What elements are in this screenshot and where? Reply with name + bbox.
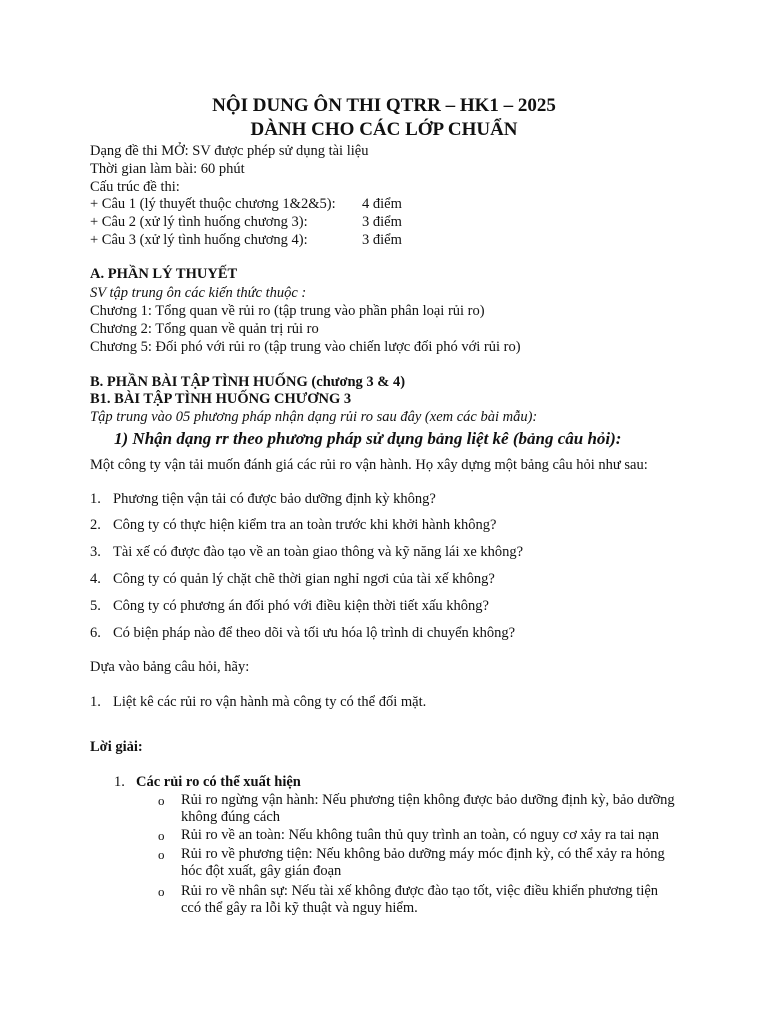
list-number: 6. [90,625,101,641]
solution-bullet: Rủi ro về an toàn: Nếu không tuân thủ quy trình an toàn, có nguy cơ xảy ra tai nạn [181,827,659,843]
section-b-note: Tập trung vào 05 phương pháp nhận dạng rủi ro sau đây (xem các bài mẫu): [90,409,538,425]
solution-bullet: Rủi ro về nhân sự: Nếu tài xế không được đào tạo tốt, việc điều khiển phương tiện ccó thể gây ra lỗi kỹ thuật và nguy hiểm. [181,883,659,916]
list-number: 3. [90,544,101,560]
solution-label: Lời giải: [90,739,143,755]
exam-item-score: 3 điểm [362,232,402,248]
exam-item-score: 4 điểm [362,196,402,212]
exam-item-label: + Câu 1 (lý thuyết thuộc chương 1&2&5): [90,196,336,212]
list-number: 1. [90,694,101,710]
list-text: Tài xế có được đào tạo về an toàn giao thông và kỹ năng lái xe không? [113,544,524,560]
list-text: Phương tiện vận tải có được bảo dưỡng định kỳ không? [113,491,436,507]
section-b-heading: B. PHẦN BÀI TẬP TÌNH HUỐNG (chương 3 & 4) [90,374,406,390]
exam-time: Thời gian làm bài: 60 phút [90,161,245,177]
exam-structure-label: Cấu trúc đề thi: [90,179,180,195]
exam-format: Dạng đề thi MỞ: SV được phép sử dụng tài liệu [90,143,369,159]
list-text: Công ty có thực hiện kiểm tra an toàn trước khi khởi hành không? [113,517,497,533]
document-title-line2: DÀNH CHO CÁC LỚP CHUẨN [250,119,518,140]
exam-item [90,195,430,213]
list-number: 1. [114,774,125,790]
chapter-item: Chương 5: Đối phó với rủi ro (tập trung vào chiến lược đối phó với rủi ro) [90,339,521,355]
list-number: 4. [90,571,101,587]
list-text: Công ty có quản lý chặt chẽ thời gian nghỉ ngơi của tài xế không? [113,571,495,587]
chapter-item: Chương 1: Tổng quan về rủi ro (tập trung vào phần phân loại rủi ro) [90,303,485,319]
solution-bullet: Rủi ro ngừng vận hành: Nếu phương tiện không được bảo dưỡng định kỳ, bảo dưỡng không đúng cách [181,792,675,825]
section-b1-heading: B1. BÀI TẬP TÌNH HUỐNG CHƯƠNG 3 [90,391,352,407]
method-title: 1) Nhận dạng rr theo phương pháp sử dụng bảng liệt kê (bảng câu hỏi): [114,429,622,448]
exam-item [90,231,430,249]
chapter-item: Chương 2: Tổng quan về quản trị rủi ro [90,321,319,337]
exam-item-label: + Câu 3 (xử lý tình huống chương 4): [90,232,308,248]
list-number: 5. [90,598,101,614]
section-a-heading: A. PHẦN LÝ THUYẾT [90,266,238,282]
list-number: 1. [90,491,101,507]
solution-bullet: Rủi ro về phương tiện: Nếu không bảo dưỡng máy móc định kỳ, có thể xảy ra hỏng hóc đột xuất, gây gián đoạn [181,846,665,879]
bullet-icon: o [158,847,165,862]
list-text: Có biện pháp nào để theo dõi và tối ưu hóa lộ trình di chuyển không? [113,625,516,641]
exam-item-label: + Câu 2 (xử lý tình huống chương 3): [90,214,308,230]
scenario-text: Một công ty vận tải muốn đánh giá các rủi ro vận hành. Họ xây dựng một bảng câu hỏi như sau: [90,457,648,473]
document-title-line1: NỘI DUNG ÔN THI QTRR – HK1 – 2025 [212,95,556,116]
exam-item [90,213,430,231]
solution-heading-text: Các rủi ro có thể xuất hiện [136,774,301,790]
exam-item-score: 3 điểm [362,214,402,230]
section-a-note: SV tập trung ôn các kiến thức thuộc : [90,285,307,301]
list-number: 2. [90,517,101,533]
bullet-icon: o [158,828,165,843]
bullet-icon: o [158,793,165,808]
bullet-icon: o [158,884,165,899]
list-text: Liệt kê các rủi ro vận hành mà công ty có thể đối mặt. [113,694,427,710]
prompt-text: Dựa vào bảng câu hỏi, hãy: [90,659,250,675]
list-text: Công ty có phương án đối phó với điều kiện thời tiết xấu không? [113,598,489,614]
